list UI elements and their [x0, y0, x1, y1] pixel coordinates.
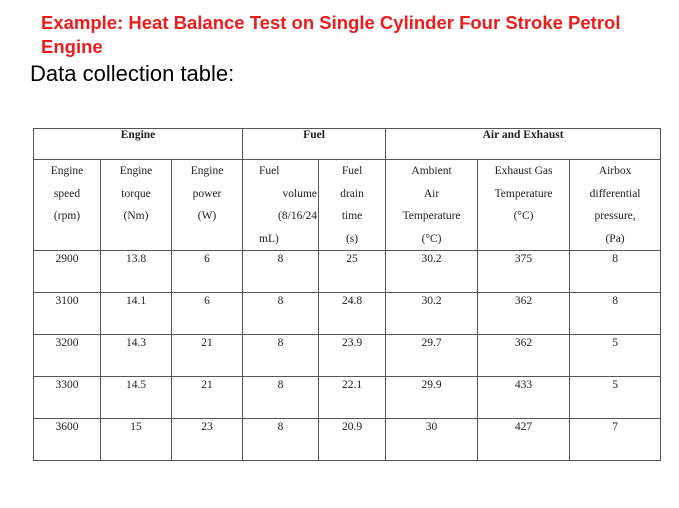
- table-cell: [478, 419, 570, 461]
- cell-value: 6: [204, 253, 210, 265]
- table-cell: [172, 377, 243, 419]
- cell-value: 23.9: [341, 337, 363, 349]
- table-cell: [243, 251, 319, 293]
- table-cell: [243, 335, 319, 377]
- table-cell: [172, 419, 243, 461]
- cell-value: 5: [612, 379, 618, 391]
- header-line: (°C): [421, 232, 442, 245]
- header-line: (8/16/24: [278, 210, 318, 222]
- table-cell: [34, 335, 101, 377]
- table-cell: [34, 377, 101, 419]
- header-line: Fuel: [259, 165, 280, 177]
- header-line: Temperature: [494, 187, 553, 200]
- col-header-engine-speed: [34, 160, 101, 251]
- header-line: Ambient: [411, 165, 452, 177]
- table-row: [34, 293, 661, 335]
- header-line: pressure,: [594, 210, 636, 222]
- table-cell: [386, 335, 478, 377]
- table-row: [34, 377, 661, 419]
- cell-value: 375: [514, 253, 533, 265]
- table-cell: [101, 377, 172, 419]
- header-line: Engine: [50, 165, 84, 177]
- table-cell: [34, 419, 101, 461]
- table-cell: [172, 293, 243, 335]
- cell-value: 362: [514, 337, 533, 349]
- cell-value: 8: [612, 295, 618, 307]
- header-line: differential: [589, 187, 641, 200]
- cell-value: 14.5: [125, 379, 147, 391]
- table-cell: [101, 335, 172, 377]
- table-body: [34, 251, 661, 461]
- header-line: speed: [53, 187, 81, 200]
- table-cell: [386, 419, 478, 461]
- header-line: drain: [340, 187, 364, 200]
- table-cell: [34, 293, 101, 335]
- header-line: Exhaust Gas: [494, 165, 553, 177]
- cell-value: 30.2: [421, 295, 442, 307]
- group-header-row: [34, 129, 661, 160]
- col-header-fuel-volume: [243, 160, 319, 251]
- header-line: (Pa): [605, 232, 625, 245]
- table-cell: [101, 251, 172, 293]
- header-line: (W): [197, 210, 217, 222]
- cell-value: 21: [201, 379, 213, 391]
- header-line: torque: [121, 187, 151, 200]
- data-collection-table: [33, 128, 661, 461]
- cell-value: 3200: [55, 337, 79, 349]
- table-cell: [319, 293, 386, 335]
- table-cell: [319, 335, 386, 377]
- cell-value: 3600: [55, 421, 79, 433]
- cell-value: 3100: [55, 295, 79, 307]
- cell-value: 21: [201, 337, 213, 349]
- table-cell: [34, 251, 101, 293]
- cell-value: 8: [277, 295, 284, 307]
- table-cell: [478, 335, 570, 377]
- table-cell: [570, 251, 661, 293]
- table-cell: [570, 377, 661, 419]
- cell-value: 14.3: [125, 337, 147, 349]
- header-line: (s): [345, 232, 359, 245]
- table-cell: [570, 293, 661, 335]
- table-cell: [101, 293, 172, 335]
- header-line: Engine: [190, 165, 224, 177]
- table-cell: [319, 419, 386, 461]
- table-cell: [478, 293, 570, 335]
- header-line: Temperature: [402, 210, 461, 222]
- cell-value: 24.8: [341, 295, 363, 307]
- table-cell: [386, 293, 478, 335]
- cell-value: 6: [204, 295, 210, 307]
- table-cell: [319, 251, 386, 293]
- table-cell: [243, 419, 319, 461]
- col-header-ambient-air-temp: [386, 160, 478, 251]
- table-cell: [478, 377, 570, 419]
- table-row: [34, 335, 661, 377]
- header-line: power: [192, 187, 222, 200]
- header-line: (°C): [513, 210, 534, 222]
- cell-value: 8: [277, 253, 284, 265]
- group-air-exhaust: Air and Exhaust: [386, 129, 661, 160]
- cell-value: 29.7: [421, 337, 442, 349]
- group-fuel: Fuel: [243, 129, 386, 160]
- cell-value: 7: [612, 421, 618, 433]
- cell-value: 8: [277, 379, 284, 391]
- header-line: volume: [282, 187, 318, 200]
- cell-value: 20.9: [341, 421, 363, 433]
- slide-title: Example: Heat Balance Test on Single Cylinder Four Stroke Petrol Engine: [41, 12, 621, 57]
- col-header-engine-power: [172, 160, 243, 251]
- header-line: Airbox: [598, 165, 632, 177]
- table-cell: [386, 377, 478, 419]
- table-cell: [386, 251, 478, 293]
- col-header-airbox-pressure: [570, 160, 661, 251]
- cell-value: 427: [514, 421, 533, 433]
- cell-value: 23: [201, 421, 213, 433]
- table-cell: [478, 251, 570, 293]
- table-cell: [172, 251, 243, 293]
- header-line: Fuel: [341, 165, 363, 177]
- header-line: time: [341, 210, 363, 222]
- table-cell: [243, 293, 319, 335]
- cell-value: 14.1: [125, 295, 147, 307]
- col-header-engine-torque: [101, 160, 172, 251]
- header-line: mL): [259, 232, 279, 245]
- cell-value: 30.2: [421, 253, 442, 265]
- table-row: [34, 419, 661, 461]
- column-header-row: [34, 160, 661, 251]
- header-line: Air: [423, 187, 440, 200]
- cell-value: 29.9: [421, 379, 442, 391]
- header-line: (rpm): [53, 210, 81, 222]
- col-header-exhaust-gas-temp: [478, 160, 570, 251]
- table-caption: Data collection table:: [30, 61, 235, 86]
- cell-value: 30: [425, 421, 438, 433]
- cell-value: 5: [612, 337, 618, 349]
- cell-value: 8: [612, 253, 618, 265]
- table-cell: [172, 335, 243, 377]
- cell-value: 362: [514, 295, 533, 307]
- cell-value: 22.1: [341, 379, 363, 391]
- cell-value: 8: [277, 337, 284, 349]
- table-cell: [101, 419, 172, 461]
- cell-value: 15: [130, 421, 142, 433]
- table-cell: [319, 377, 386, 419]
- cell-value: 3300: [55, 379, 79, 391]
- cell-value: 2900: [55, 253, 79, 265]
- group-engine: Engine: [34, 129, 243, 160]
- col-header-fuel-drain-time: [319, 160, 386, 251]
- header-line: Engine: [119, 165, 153, 177]
- cell-value: 8: [277, 421, 284, 433]
- table-cell: [243, 377, 319, 419]
- table-row: [34, 251, 661, 293]
- table-cell: [570, 335, 661, 377]
- cell-value: 433: [514, 379, 533, 391]
- header-line: (Nm): [123, 210, 149, 222]
- cell-value: 13.8: [125, 253, 147, 265]
- cell-value: 25: [346, 253, 358, 265]
- table-cell: [570, 419, 661, 461]
